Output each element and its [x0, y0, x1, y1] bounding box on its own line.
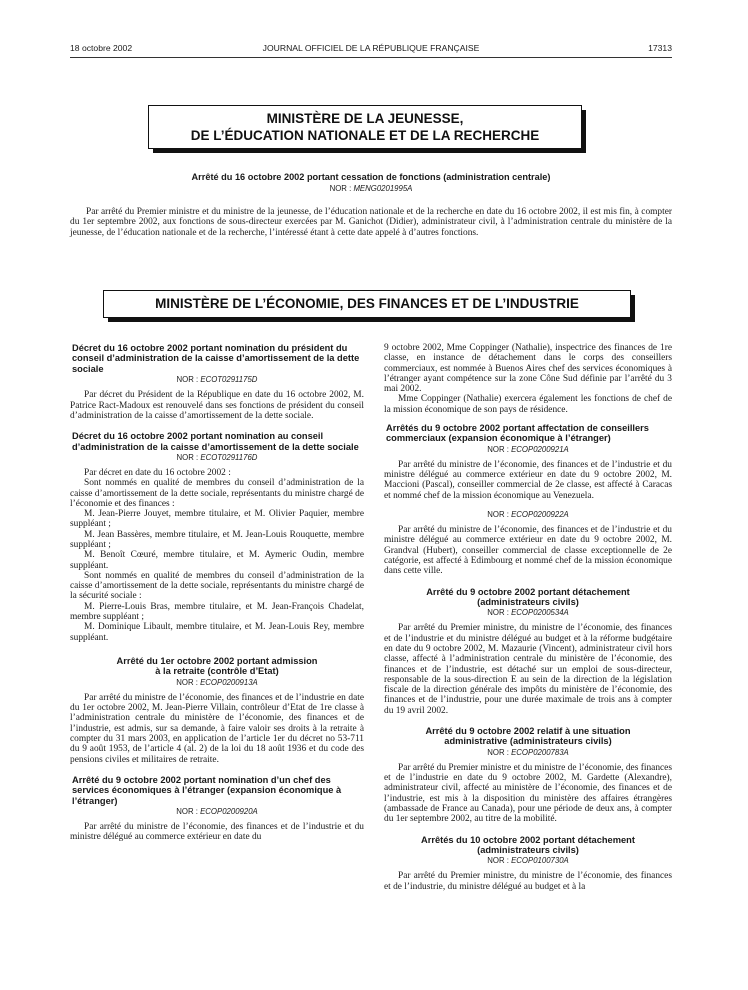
arrete-nor-situation	[384, 748, 672, 758]
nor-reference: ECOP0200920A	[200, 807, 258, 817]
running-header	[70, 43, 672, 55]
decret-nor-conseil	[70, 453, 364, 463]
arretes-title-detachement-line-1: Arrêtés du 10 octobre 2002 portant détachement	[421, 834, 635, 845]
header-page-number: 17313	[648, 43, 672, 53]
box-shadow-bottom	[153, 149, 586, 153]
ministry-heading-line-1: MINISTÈRE DE L’ÉCONOMIE, DES FINANCES ET DE L’INDUSTRIE	[155, 296, 579, 311]
arrete-nor-chef-services	[70, 807, 364, 817]
nor-label: NOR :	[487, 747, 509, 757]
box-shadow-bottom	[108, 318, 635, 322]
arrete-text-situation: Par arrêté du Premier ministre et du ministre de l’économie, des finances et de l’industrie en date du 9 octobre 2002, M. Gardette (Alexandre), administrateur civil, affecté au ministère de l’économie, des finances et de l’industrie, est mis à la disposition du ministère des affaires étrangères (ambassade de France au Canada), pour une période de deux ans, à compter du 1er septembre 2002, au titre de la mobilité.	[384, 762, 672, 825]
arrete-title-retraite-line-2: à la retraite (contrôle d’Etat)	[155, 666, 279, 677]
nor-reference: ECOT0291175D	[200, 375, 258, 385]
nor-reference: ECOP0200921A	[511, 444, 569, 454]
right-column	[384, 343, 672, 892]
arrete-title-situation-line-2: administrative (administrateurs civils)	[444, 736, 612, 747]
nor-reference: ECOP0200922A	[511, 510, 569, 520]
arrete-title-situation-line-1: Arrêté du 9 octobre 2002 relatif à une situation	[425, 726, 631, 737]
paragraph: M. Benoît Cœuré, membre titulaire, et M. Aymeric Oudin, membre suppléant.	[70, 550, 364, 571]
ministry-heading-line-1: MINISTÈRE DE LA JEUNESSE,	[266, 111, 464, 126]
ministry-heading-line-2: DE L’ÉDUCATION NATIONALE ET DE LA RECHERCHE	[190, 128, 540, 143]
arrete-title-cessation: Arrêté du 16 octobre 2002 portant cessation de fonctions (administration centrale)	[191, 172, 551, 182]
paragraph: Sont nommés en qualité de membres du conseil d’administration de la caisse d’amortissement de la dette sociale, représentants du ministre chargé de l’économie et des finances :	[70, 478, 364, 509]
nor-label: NOR :	[176, 807, 198, 817]
paragraph: M. Dominique Libault, membre titulaire, et M. Jean-Louis Rey, membre suppléant.	[70, 622, 364, 643]
nor-reference: ECOP0200913A	[200, 677, 258, 687]
header-date: 18 octobre 2002	[70, 43, 133, 53]
arrete-title-retraite-line-1: Arrêté du 1er octobre 2002 portant admission	[116, 655, 318, 666]
header-journal-title: JOURNAL OFFICIEL DE LA RÉPUBLIQUE FRANÇAISE	[262, 43, 480, 53]
arrete-title-chef-services: Arrêté du 9 octobre 2002 portant nomination d’un chef des services économiques à l’étranger (expansion économique à l’étranger)	[72, 774, 342, 806]
arrete-text-retraite: Par arrêté du ministre de l’économie, des finances et de l’industrie en date du 1er octobre 2002, M. Jean-Pierre Villain, contrôleur d’Etat de 1re classe à l’administration centrale du ministère de l’économie, des finances et de l’industrie, est admis, sur sa demande, à faire valoir ses droits à la retraite à compter du 31 mars 2003, en application de l’article 1er du décret no 53-711 du 9 août 1953, de l’article 4 (al. 2) de la loi du 18 août 1936 et du code des pensions civiles et militaires de retraite.	[70, 692, 364, 765]
decret-nor-president	[70, 375, 364, 385]
arrete-text-conseillers-2: Par arrêté du ministre de l’économie, des finances et de l’industrie et du ministre délégué au commerce extérieur en date du 9 octobre 2002, M. Grandval (Hubert), conseiller commercial de classe exceptionnelle de 2e catégorie, est affecté à Edimbourg et nommé chef de la mission économique dans cette ville.	[384, 525, 672, 577]
ministry-heading-economie	[103, 290, 631, 318]
paragraph-continued: 9 octobre 2002, Mme Coppinger (Nathalie), inspectrice des finances de 1re classe, en instance de détachement dans le corps des conseillers commerciaux, est nommée à Buenos Aires chef des services économiques à l’étranger ayant compétence sur la zone Cône Sud définie par l’arrêté du 3 mai 2002.	[384, 343, 672, 395]
nor-label: NOR :	[176, 452, 199, 462]
header-rule	[70, 57, 672, 58]
nor-label: NOR :	[176, 375, 199, 385]
arrete-text-conseillers-1: Par arrêté du ministre de l’économie, des finances et de l’industrie et du ministre délégué au commerce extérieur en date du 9 octobre 2002, M. Maccioni (Pascal), conseiller commercial de 2e classe, est affecté à Caracas et nommé chef de la mission économique au Venezuela.	[384, 459, 672, 501]
paragraph: Mme Coppinger (Nathalie) exercera également les fonctions de chef de la mission économique de son pays de résidence.	[384, 394, 672, 415]
paragraph: M. Pierre-Louis Bras, membre titulaire, et M. Jean-François Chadelat, membre suppléant ;	[70, 601, 364, 623]
arretes-title-conseillers: Arrêtés du 9 octobre 2002 portant affectation de conseillers commerciaux (expansion économique à l’étranger)	[386, 423, 649, 444]
arrete-nor-conseillers-2	[384, 510, 672, 520]
nor-reference: ECOT0291176D	[200, 452, 258, 462]
arrete-nor-detachement	[384, 608, 672, 618]
paragraph: Sont nommés en qualité de membres du conseil d’administration de la caisse d’amortissement de la dette sociale, représentants du ministre chargé de la sécurité sociale :	[70, 570, 364, 602]
nor-label: NOR :	[487, 608, 509, 618]
arrete-nor-conseillers-1	[384, 445, 672, 455]
decret-title-president: Décret du 16 octobre 2002 portant nomination du président du conseil d’administration de la caisse d’amortissement de la dette sociale	[72, 343, 360, 374]
arretes-text-detachement: Par arrêté du Premier ministre, du ministre de l’économie, des finances et de l’industrie, du ministre délégué au budget et à la	[384, 871, 672, 892]
arrete-title-detachement-line-2: (administrateurs civils)	[477, 596, 579, 607]
nor-reference: ECOP0200783A	[511, 747, 569, 757]
left-column	[70, 343, 364, 843]
nor-label: NOR :	[487, 856, 509, 866]
arretes-nor-detachement	[384, 856, 672, 866]
paragraph: M. Jean Bassères, membre titulaire, et M. Jean-Louis Rouquette, membre suppléant ;	[70, 529, 364, 550]
decret-title-conseil: Décret du 16 octobre 2002 portant nomination au conseil d’administration de la caisse d’amortissement de la dette sociale	[72, 431, 359, 452]
arrete-text-detachement: Par arrêté du Premier ministre, du ministre de l’économie, des finances et de l’industrie et du ministre délégué au budget et à la réforme budgétaire en date du 9 octobre 2002, M. Mazaurie (Vincent), administrateur civil hors classe, affecté à l’administration centrale du ministère de l’économie, des finances et de l’industrie, est détaché sur un emploi de sous-directeur, responsable de la sous-direction E au sein de la direction de la législation fiscale de la direction générale des impôts du ministère de l’économie, des finances et de l’industrie, pour une durée maximale de trois ans à compter du 19 avril 2002.	[384, 623, 672, 716]
nor-label: NOR :	[176, 677, 198, 687]
box-shadow-right	[582, 110, 586, 153]
arretes-title-detachement-line-2: (administrateurs civils)	[477, 845, 579, 856]
nor-label: NOR :	[487, 510, 509, 520]
ministry-heading-education	[148, 105, 582, 149]
paragraph: Par décret en date du 16 octobre 2002 :	[84, 467, 231, 478]
paragraph: M. Jean-Pierre Jouyet, membre titulaire, et M. Olivier Paquier, membre suppléant ;	[70, 509, 364, 530]
nor-reference: ECOP0200534A	[511, 608, 569, 618]
arrete-text-cessation: Par arrêté du Premier ministre et du ministre de la jeunesse, de l’éducation nationale et de la recherche en date du 16 octobre 2002, il est mis fin, à compter du 1er septembre 2002, aux fonctions de sous-directeur exercées par M. Ganichot (Didier), administrateur civil, à l’administration centrale du ministère de la jeunesse, de l’éducation nationale et de la recherche, l’intéressé étant à cette date appelé à d’autres fonctions.	[70, 207, 672, 238]
nor-label: NOR :	[487, 444, 509, 454]
decret-text-president: Par décret du Président de la République en date du 16 octobre 2002, M. Patrice Ract-Madoux est renouvelé dans ses fonctions de président du conseil d’administration de la caisse d’amortissement de la dette sociale.	[70, 390, 364, 421]
arrete-nor-cessation	[70, 184, 672, 194]
nor-reference: MENG0201995A	[353, 184, 413, 193]
arrete-title-detachement-line-1: Arrêté du 9 octobre 2002 portant détachement	[426, 586, 630, 597]
nor-label: NOR :	[329, 184, 352, 193]
arrete-text-chef-services: Par arrêté du ministre de l’économie, des finances et de l’industrie et du ministre délégué au commerce extérieur en date du	[70, 822, 364, 843]
nor-reference: ECOP0100730A	[511, 856, 569, 866]
arrete-nor-retraite	[70, 678, 364, 688]
